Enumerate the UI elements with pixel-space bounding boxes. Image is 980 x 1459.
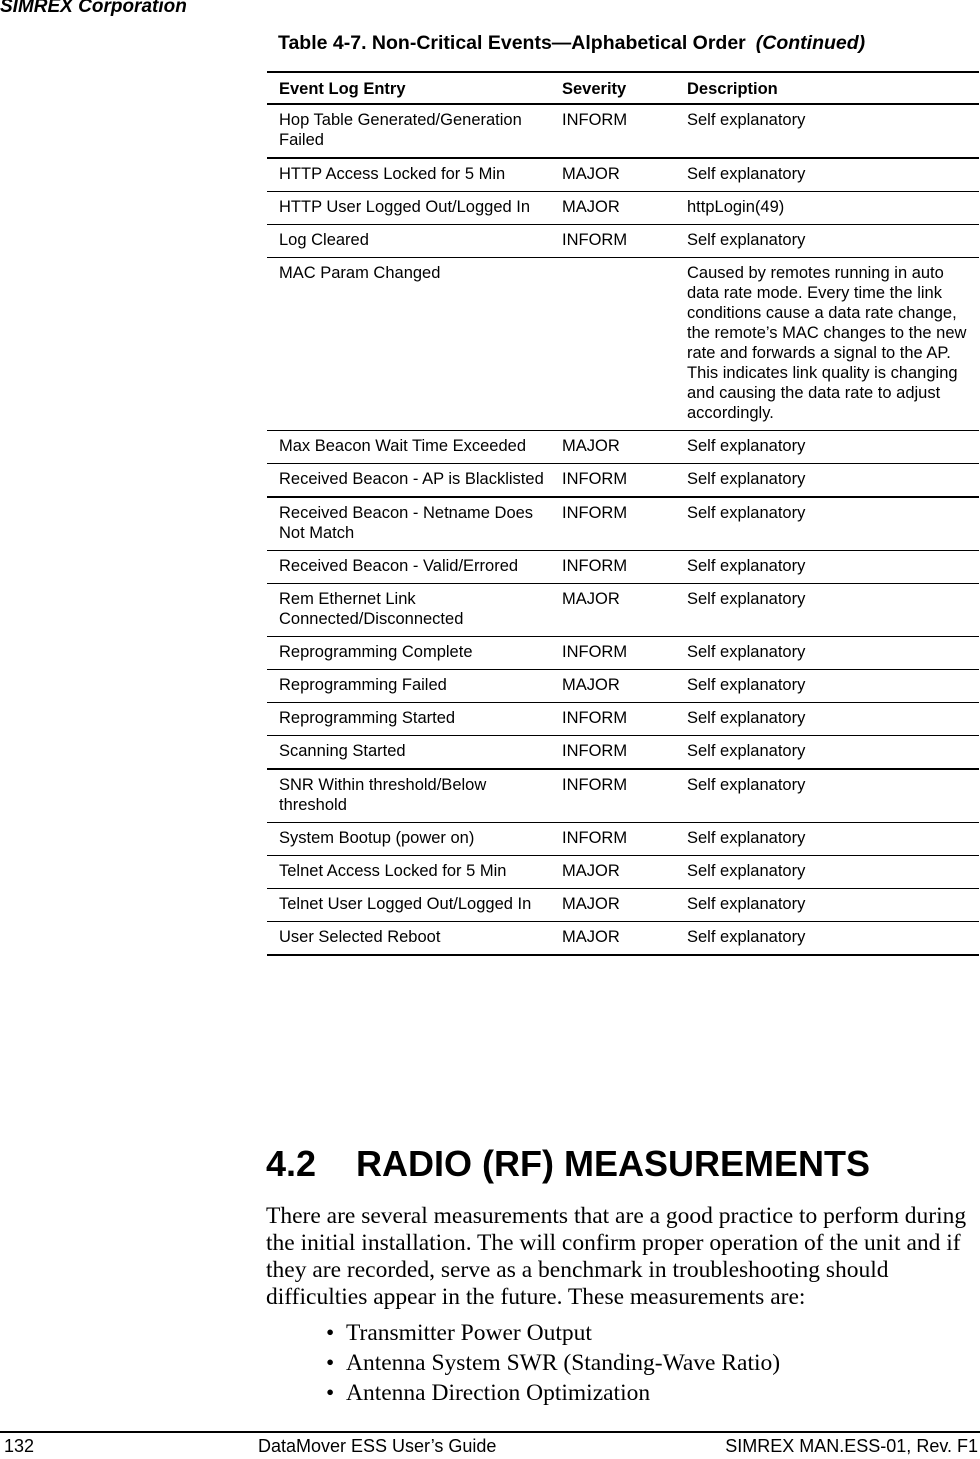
event-cell: Reprogramming Failed [267, 670, 550, 703]
description-cell: Caused by remotes running in auto data rate mode. Every time the link conditions cause a data rate change, the remote’s MAC changes to the new rate and forwards a signal to the AP. This indicates link quality is changing and causing the data rate to adjust accordingly. [675, 258, 979, 431]
table-row [267, 464, 979, 498]
table-row [267, 104, 979, 158]
table-row [267, 551, 979, 584]
event-cell: System Bootup (power on) [267, 823, 550, 856]
event-cell: Telnet User Logged Out/Logged In [267, 889, 550, 922]
event-cell: HTTP User Logged Out/Logged In [267, 192, 550, 225]
event-cell: Received Beacon - Valid/Errored [267, 551, 550, 584]
table-header-row [267, 72, 979, 104]
description-cell: httpLogin(49) [675, 192, 979, 225]
description-cell: Self explanatory [675, 823, 979, 856]
severity-cell: MAJOR [550, 670, 675, 703]
severity-cell: MAJOR [550, 192, 675, 225]
table-row [267, 823, 979, 856]
severity-cell: MAJOR [550, 158, 675, 192]
section-title: RADIO (RF) MEASUREMENTS [356, 1143, 870, 1184]
table-caption [278, 32, 865, 55]
page-number: 132 [4, 1436, 35, 1456]
events-table [267, 71, 979, 956]
severity-cell: INFORM [550, 637, 675, 670]
event-cell: Log Cleared [267, 225, 550, 258]
description-cell: Self explanatory [675, 584, 979, 637]
event-cell: Reprogramming Complete [267, 637, 550, 670]
description-cell: Self explanatory [675, 736, 979, 770]
bullet-icon: • [326, 1380, 335, 1406]
event-cell: Telnet Access Locked for 5 Min [267, 856, 550, 889]
measurement-list [326, 1318, 780, 1408]
table-row [267, 192, 979, 225]
description-cell: Self explanatory [675, 104, 979, 158]
severity-cell: INFORM [550, 104, 675, 158]
event-cell: Received Beacon - AP is Blacklisted [267, 464, 550, 498]
table-row [267, 856, 979, 889]
table-row [267, 670, 979, 703]
event-cell: User Selected Reboot [267, 922, 550, 956]
severity-cell: INFORM [550, 823, 675, 856]
severity-cell: MAJOR [550, 922, 675, 956]
table-row [267, 922, 979, 956]
section-heading [266, 1143, 870, 1185]
guide-title: DataMover ESS User’s Guide [258, 1436, 497, 1456]
severity-cell [550, 258, 675, 431]
description-cell: Self explanatory [675, 431, 979, 464]
event-cell: Hop Table Generated/Generation Failed [267, 104, 550, 158]
description-cell: Self explanatory [675, 670, 979, 703]
list-item [326, 1378, 780, 1408]
description-cell: Self explanatory [675, 497, 979, 551]
severity-cell: MAJOR [550, 431, 675, 464]
event-cell: Rem Ethernet Link Connected/Disconnected [267, 584, 550, 637]
severity-cell: MAJOR [550, 889, 675, 922]
list-item [326, 1318, 780, 1348]
description-cell: Self explanatory [675, 856, 979, 889]
severity-cell: INFORM [550, 703, 675, 736]
table-row [267, 258, 979, 431]
bullet-icon: • [326, 1320, 335, 1346]
description-cell: Self explanatory [675, 703, 979, 736]
description-cell: Self explanatory [675, 158, 979, 192]
list-item-text: Antenna Direction Optimization [346, 1380, 651, 1406]
severity-cell: INFORM [550, 769, 675, 823]
table-row [267, 431, 979, 464]
event-cell: Max Beacon Wait Time Exceeded [267, 431, 550, 464]
table-row [267, 637, 979, 670]
body-paragraph: There are several measurements that are a good practice to perform during the initial installation. The will confirm proper operation of the unit and if they are recorded, serve as a benchmark in troubleshooting should difficulties appear in the future. These measurements are: [266, 1203, 967, 1310]
table-row [267, 769, 979, 823]
description-cell: Self explanatory [675, 551, 979, 584]
table-caption-continued: (Continued) [755, 32, 866, 54]
section-number: 4.2 [266, 1143, 317, 1184]
description-cell: Self explanatory [675, 637, 979, 670]
description-cell: Self explanatory [675, 922, 979, 956]
table-row [267, 497, 979, 551]
column-header-severity: Severity [550, 72, 675, 104]
severity-cell: MAJOR [550, 584, 675, 637]
description-cell: Self explanatory [675, 225, 979, 258]
table-row [267, 158, 979, 192]
company-header: SIMREX Corporation [0, 0, 187, 17]
severity-cell: MAJOR [550, 856, 675, 889]
event-cell: SNR Within threshold/Below threshold [267, 769, 550, 823]
description-cell: Self explanatory [675, 769, 979, 823]
table-row [267, 889, 979, 922]
column-header-description: Description [675, 72, 979, 104]
footer-divider [0, 1431, 980, 1433]
event-cell: HTTP Access Locked for 5 Min [267, 158, 550, 192]
list-item [326, 1348, 780, 1378]
severity-cell: INFORM [550, 225, 675, 258]
list-item-text: Antenna System SWR (Standing-Wave Ratio) [346, 1350, 781, 1376]
list-item-text: Transmitter Power Output [346, 1320, 592, 1346]
table-caption-title: Table 4-7. Non-Critical Events—Alphabetical Order [278, 32, 746, 54]
table-row [267, 736, 979, 770]
column-header-event: Event Log Entry [267, 72, 550, 104]
event-cell: MAC Param Changed [267, 258, 550, 431]
description-cell: Self explanatory [675, 464, 979, 498]
table-row [267, 703, 979, 736]
table-row [267, 225, 979, 258]
document-id: SIMREX MAN.ESS-01, Rev. F1 [725, 1436, 978, 1456]
severity-cell: INFORM [550, 736, 675, 770]
bullet-icon: • [326, 1350, 335, 1376]
severity-cell: INFORM [550, 464, 675, 498]
description-cell: Self explanatory [675, 889, 979, 922]
event-cell: Scanning Started [267, 736, 550, 770]
severity-cell: INFORM [550, 551, 675, 584]
severity-cell: INFORM [550, 497, 675, 551]
event-cell: Reprogramming Started [267, 703, 550, 736]
table-row [267, 584, 979, 637]
event-cell: Received Beacon - Netname Does Not Match [267, 497, 550, 551]
